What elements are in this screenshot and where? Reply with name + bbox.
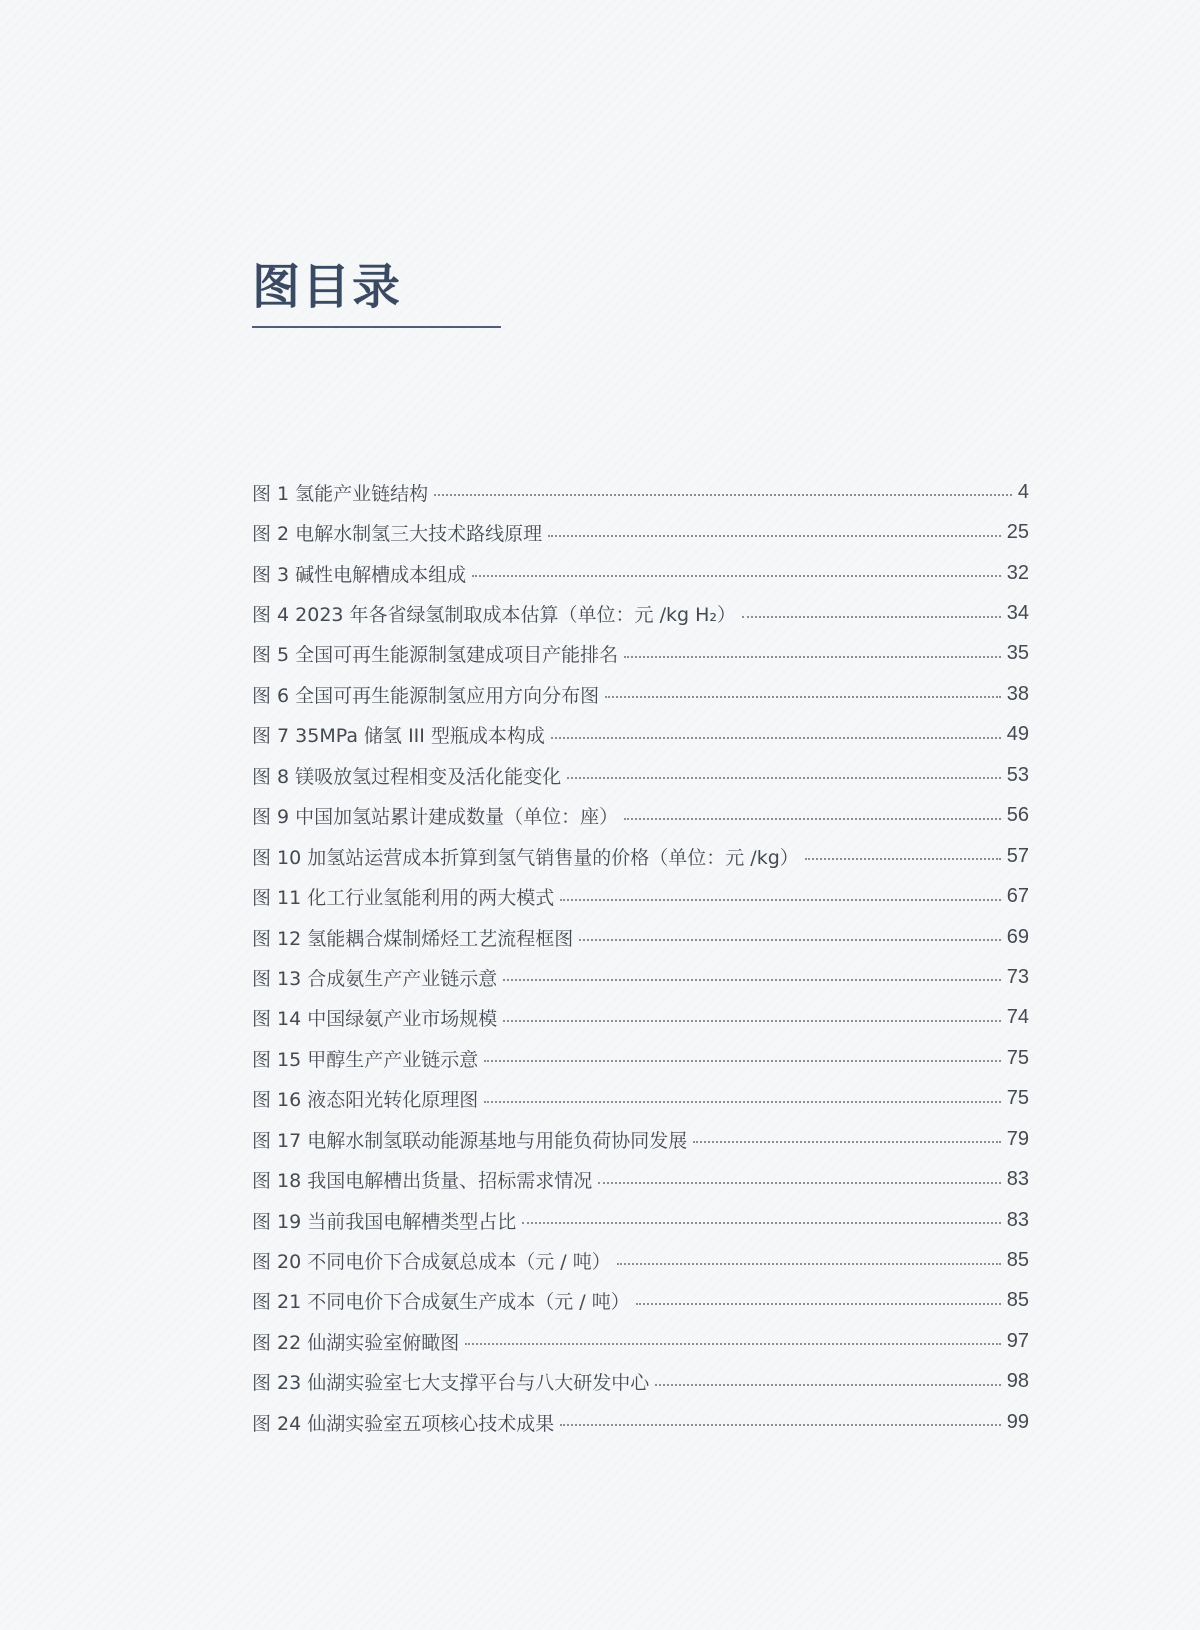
toc-entry[interactable] bbox=[252, 1281, 1029, 1321]
toc-entry[interactable] bbox=[252, 1240, 1029, 1280]
toc-entry[interactable] bbox=[252, 755, 1029, 795]
toc-entry-page: 75 bbox=[1006, 1087, 1029, 1110]
dot-leader bbox=[805, 858, 1001, 860]
dot-leader bbox=[617, 1263, 1001, 1265]
page-title: 图目录 bbox=[252, 259, 403, 315]
toc-entry-page: 79 bbox=[1006, 1127, 1029, 1150]
toc-entry-label: 图 16 液态阳光转化原理图 bbox=[252, 1089, 479, 1112]
toc-entry-label: 图 23 仙湖实验室七大支撑平台与八大研发中心 bbox=[252, 1372, 650, 1395]
toc-entry-label: 图 17 电解水制氢联动能源基地与用能负荷协同发展 bbox=[252, 1129, 688, 1152]
toc-entry-label: 图 19 当前我国电解槽类型占比 bbox=[252, 1210, 517, 1233]
dot-leader bbox=[742, 616, 1001, 618]
dot-leader bbox=[693, 1141, 1000, 1143]
toc-entry[interactable] bbox=[252, 715, 1029, 755]
dot-leader bbox=[551, 737, 1001, 739]
toc-entry-page: 98 bbox=[1006, 1370, 1029, 1393]
toc-entry-page: 35 bbox=[1006, 642, 1029, 665]
toc-entry-page: 74 bbox=[1006, 1006, 1029, 1029]
toc-entry[interactable] bbox=[252, 1079, 1029, 1119]
toc-entry[interactable] bbox=[252, 553, 1029, 593]
toc-entry-page: 69 bbox=[1006, 925, 1029, 948]
toc-entry-label: 图 7 35MPa 储氢 III 型瓶成本构成 bbox=[252, 725, 545, 748]
dot-leader bbox=[503, 979, 1000, 981]
toc-entry[interactable] bbox=[252, 472, 1029, 512]
toc-entry[interactable] bbox=[252, 1038, 1029, 1078]
toc-entry-page: 34 bbox=[1006, 602, 1029, 625]
toc-entry-page: 56 bbox=[1006, 804, 1029, 827]
dot-leader bbox=[579, 939, 1000, 941]
toc-entry-page: 32 bbox=[1006, 561, 1029, 584]
toc-entry-label: 图 8 镁吸放氢过程相变及活化能变化 bbox=[252, 765, 562, 788]
dot-leader bbox=[636, 1303, 1001, 1305]
toc-entry-label: 图 18 我国电解槽出货量、招标需求情况 bbox=[252, 1170, 593, 1193]
dot-leader bbox=[434, 494, 1012, 496]
toc-entry-label: 图 14 中国绿氨产业市场规模 bbox=[252, 1008, 498, 1031]
toc-entry[interactable] bbox=[252, 1200, 1029, 1240]
toc-entry-label: 图 21 不同电价下合成氨生产成本（元 / 吨） bbox=[252, 1291, 630, 1314]
toc-entry-label: 图 3 碱性电解槽成本组成 bbox=[252, 563, 467, 586]
toc-entry-label: 图 4 2023 年各省绿氢制取成本估算（单位：元 /kg H₂） bbox=[252, 604, 737, 627]
toc-entry-page: 99 bbox=[1006, 1410, 1029, 1433]
toc-entry[interactable] bbox=[252, 1159, 1029, 1199]
toc-entry[interactable] bbox=[252, 917, 1029, 957]
toc-entry[interactable] bbox=[252, 957, 1029, 997]
dot-leader bbox=[465, 1343, 1000, 1345]
toc-entry-page: 53 bbox=[1006, 763, 1029, 786]
toc-entry[interactable] bbox=[252, 593, 1029, 633]
dot-leader bbox=[624, 656, 1001, 658]
toc-entry[interactable] bbox=[252, 1362, 1029, 1402]
toc-entry-label: 图 9 中国加氢站累计建成数量（单位：座） bbox=[252, 806, 619, 829]
toc-entry-page: 83 bbox=[1006, 1168, 1029, 1191]
toc-entry-label: 图 24 仙湖实验室五项核心技术成果 bbox=[252, 1412, 555, 1435]
dot-leader bbox=[655, 1384, 1000, 1386]
dot-leader bbox=[522, 1222, 1000, 1224]
dot-leader bbox=[484, 1101, 1000, 1103]
toc-entry-label: 图 11 化工行业氢能利用的两大模式 bbox=[252, 887, 555, 910]
toc-entry[interactable] bbox=[252, 876, 1029, 916]
toc-entry[interactable] bbox=[252, 998, 1029, 1038]
toc-entry-page: 49 bbox=[1006, 723, 1029, 746]
toc-entry-page: 4 bbox=[1017, 480, 1029, 503]
toc-entry-page: 38 bbox=[1006, 682, 1029, 705]
toc-entry-page: 83 bbox=[1006, 1208, 1029, 1231]
dot-leader bbox=[567, 777, 1001, 779]
toc-entry[interactable] bbox=[252, 634, 1029, 674]
toc-entry-label: 图 2 电解水制氢三大技术路线原理 bbox=[252, 523, 543, 546]
toc-entry[interactable] bbox=[252, 796, 1029, 836]
title-underline bbox=[252, 326, 501, 328]
toc-entry[interactable] bbox=[252, 1119, 1029, 1159]
dot-leader bbox=[484, 1060, 1000, 1062]
dot-leader bbox=[605, 696, 1001, 698]
toc-entry-label: 图 10 加氢站运营成本折算到氢气销售量的价格（单位：元 /kg） bbox=[252, 846, 799, 869]
dot-leader bbox=[624, 818, 1001, 820]
dot-leader bbox=[560, 1424, 1000, 1426]
toc-entry-label: 图 12 氢能耦合煤制烯烃工艺流程框图 bbox=[252, 927, 574, 950]
toc-entry[interactable] bbox=[252, 836, 1029, 876]
dot-leader bbox=[598, 1182, 1000, 1184]
toc-entry[interactable] bbox=[252, 1321, 1029, 1361]
dot-leader bbox=[560, 899, 1000, 901]
toc-entry-page: 57 bbox=[1006, 844, 1029, 867]
toc-entry-label: 图 6 全国可再生能源制氢应用方向分布图 bbox=[252, 684, 600, 707]
figure-list bbox=[252, 472, 1029, 1443]
dot-leader bbox=[548, 535, 1001, 537]
toc-entry-label: 图 1 氢能产业链结构 bbox=[252, 482, 429, 505]
toc-entry-page: 25 bbox=[1006, 521, 1029, 544]
toc-entry-label: 图 13 合成氨生产产业链示意 bbox=[252, 967, 498, 990]
dot-leader bbox=[503, 1020, 1000, 1022]
toc-entry[interactable] bbox=[252, 674, 1029, 714]
toc-entry[interactable] bbox=[252, 512, 1029, 552]
toc-entry-label: 图 22 仙湖实验室俯瞰图 bbox=[252, 1331, 460, 1354]
toc-entry[interactable] bbox=[252, 1402, 1029, 1442]
toc-entry-label: 图 15 甲醇生产产业链示意 bbox=[252, 1048, 479, 1071]
toc-entry-page: 97 bbox=[1006, 1329, 1029, 1352]
toc-entry-page: 73 bbox=[1006, 965, 1029, 988]
dot-leader bbox=[472, 575, 1001, 577]
toc-entry-page: 85 bbox=[1006, 1249, 1029, 1272]
toc-entry-label: 图 20 不同电价下合成氨总成本（元 / 吨） bbox=[252, 1251, 611, 1274]
toc-entry-page: 85 bbox=[1006, 1289, 1029, 1312]
toc-entry-label: 图 5 全国可再生能源制氢建成项目产能排名 bbox=[252, 644, 619, 667]
toc-entry-page: 67 bbox=[1006, 885, 1029, 908]
toc-entry-page: 75 bbox=[1006, 1046, 1029, 1069]
